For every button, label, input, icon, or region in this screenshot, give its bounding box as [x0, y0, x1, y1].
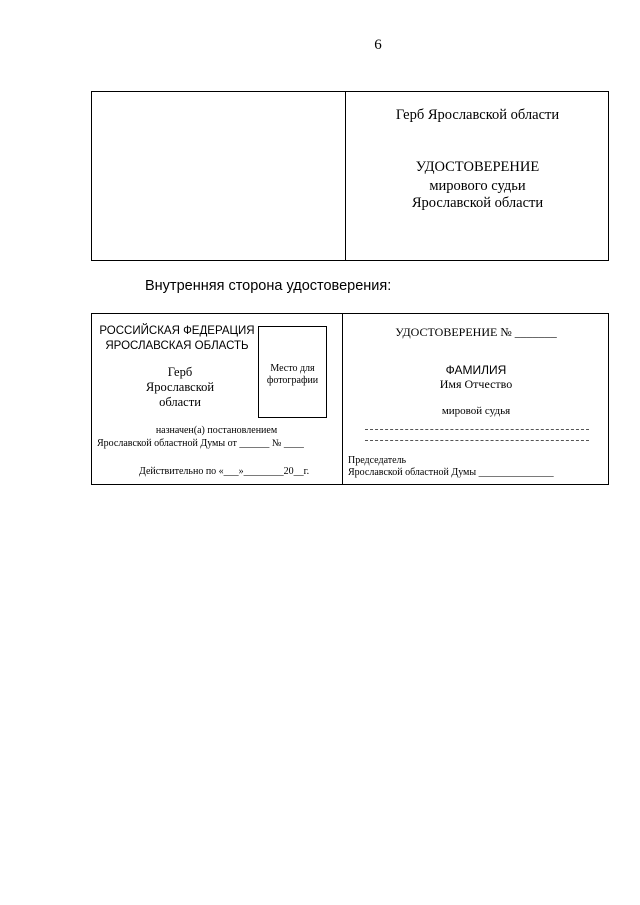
signature-line-2 [365, 440, 589, 441]
certificate-number: УДОСТОВЕРЕНИЕ № _______ [395, 325, 557, 339]
holder-surname: ФАМИЛИЯ [445, 363, 507, 377]
appointed-line-1: назначен(а) постановлением [155, 425, 278, 436]
photo-label-1: Место для [270, 363, 315, 374]
valid-until: Действительно по «___»________20__г. [139, 466, 310, 477]
inner-caption: Внутренняя сторона удостоверения: [145, 278, 392, 294]
chair-organization: Ярославской областной Думы _______________ [348, 467, 554, 478]
region-name: ЯРОСЛАВСКАЯ ОБЛАСТЬ [105, 340, 249, 352]
holder-position: мировой судья [441, 405, 511, 417]
coat-line-2: Ярославской [145, 380, 215, 394]
photo-label-2: фотографии [266, 375, 319, 386]
chair-title: Председатель [348, 455, 407, 466]
cover-subtitle-2: Ярославской области [411, 195, 544, 211]
signature-line-1 [365, 429, 589, 430]
coat-line-3: области [159, 395, 201, 409]
cover-right-panel [346, 91, 609, 261]
country-name: РОССИЙСКАЯ ФЕДЕРАЦИЯ [99, 325, 255, 337]
coat-line-1: Герб [167, 365, 193, 379]
cover-title: УДОСТОВЕРЕНИЕ [415, 159, 540, 175]
holder-name: Имя Отчество [439, 377, 513, 391]
page-number: 6 [374, 37, 382, 53]
photo-label [258, 363, 327, 387]
cover-subtitle-1: мирового судьи [429, 178, 526, 194]
appointed-line-2: Ярославской областной Думы от ______ № ____ [97, 438, 304, 449]
cover-coat-of-arms: Герб Ярославской области [395, 107, 560, 123]
